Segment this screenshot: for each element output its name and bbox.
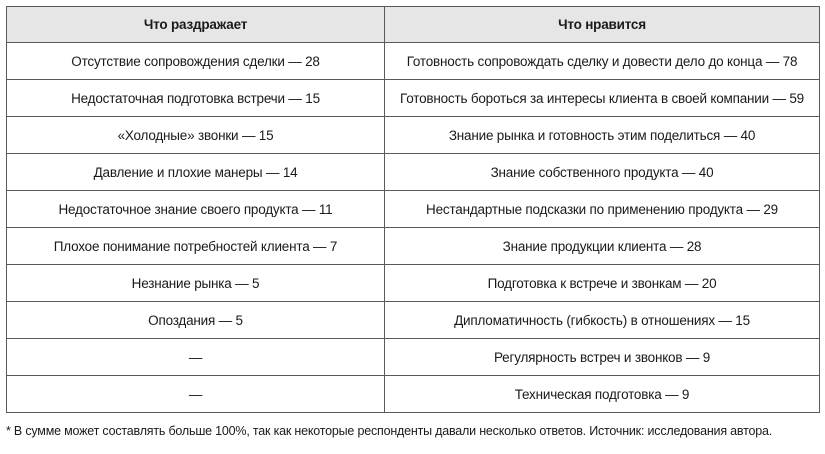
- irritates-cell: —: [7, 376, 385, 413]
- table-row: [7, 191, 820, 228]
- table-row: [7, 80, 820, 117]
- header-likes: Что нравится: [385, 7, 820, 43]
- irritates-cell: Отсутствие сопровождения сделки — 28: [7, 43, 385, 80]
- table-header-row: [7, 7, 820, 43]
- likes-cell: Нестандартные подсказки по применению продукта — 29: [385, 191, 820, 228]
- table-row: [7, 265, 820, 302]
- likes-cell: Техническая подготовка — 9: [385, 376, 820, 413]
- irritates-cell: Опоздания — 5: [7, 302, 385, 339]
- table-row: [7, 117, 820, 154]
- table-row: [7, 154, 820, 191]
- irritates-cell: «Холодные» звонки — 15: [7, 117, 385, 154]
- table-row: [7, 302, 820, 339]
- irritates-cell: Плохое понимание потребностей клиента — 7: [7, 228, 385, 265]
- likes-cell: Знание собственного продукта — 40: [385, 154, 820, 191]
- likes-cell: Готовность бороться за интересы клиента в своей компании — 59: [385, 80, 820, 117]
- likes-cell: Знание продукции клиента — 28: [385, 228, 820, 265]
- header-irritates: Что раздражает: [7, 7, 385, 43]
- table-row: [7, 376, 820, 413]
- likes-cell: Знание рынка и готовность этим поделиться — 40: [385, 117, 820, 154]
- irritates-cell: Давление и плохие манеры — 14: [7, 154, 385, 191]
- table-row: [7, 339, 820, 376]
- survey-table: [6, 6, 820, 413]
- irritates-cell: Недостаточная подготовка встречи — 15: [7, 80, 385, 117]
- irritates-cell: —: [7, 339, 385, 376]
- irritates-cell: Недостаточное знание своего продукта — 11: [7, 191, 385, 228]
- table-row: [7, 228, 820, 265]
- likes-cell: Регулярность встреч и звонков — 9: [385, 339, 820, 376]
- likes-cell: Готовность сопровождать сделку и довести дело до конца — 78: [385, 43, 820, 80]
- likes-cell: Дипломатичность (гибкость) в отношениях — 15: [385, 302, 820, 339]
- likes-cell: Подготовка к встрече и звонкам — 20: [385, 265, 820, 302]
- table-row: [7, 43, 820, 80]
- irritates-cell: Незнание рынка — 5: [7, 265, 385, 302]
- footnote: * В сумме может составлять больше 100%, так как некоторые респонденты давали несколько ответов. Источник: исследования автора.: [6, 424, 773, 438]
